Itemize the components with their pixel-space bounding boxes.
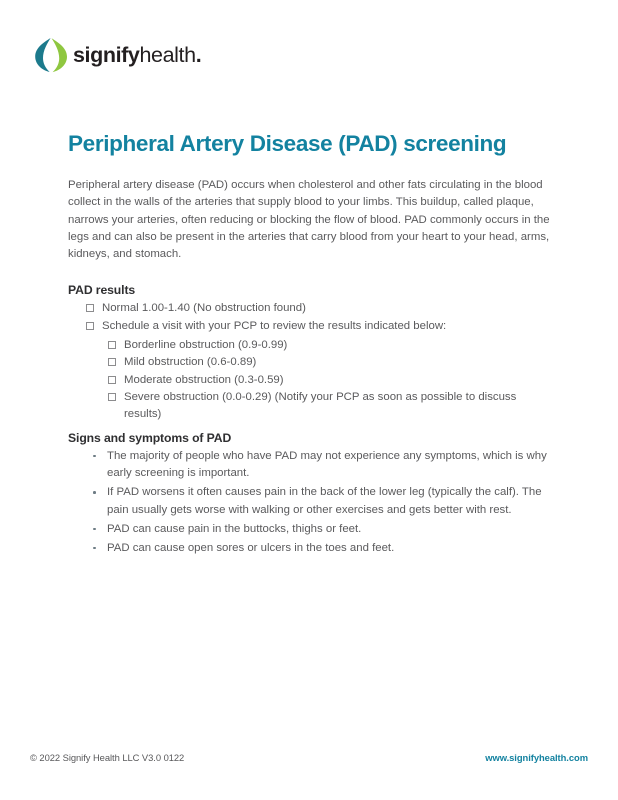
list-item-label: The majority of people who have PAD may not experience any symptoms, which is why early screening is important. [107,449,547,480]
list-item[interactable] [68,354,556,371]
wordmark-signify: signify [73,43,140,68]
website-link[interactable]: www.signifyhealth.com [485,752,588,763]
intro-paragraph: Peripheral artery disease (PAD) occurs when cholesterol and other fats circulating in the blood collect in the walls of the arteries that supply blood to your limbs. This buildup, called plaque, narrows your arteries, often reducing or blocking the flow of blood. PAD commonly occurs in the legs and can also be present in the arteries that carry blood from your heart to your head, arms, kidneys, and stomach. [68,179,550,261]
list-item [68,448,556,484]
pad-results-heading: PAD results [68,282,136,297]
list-item-label: Mild obstruction (0.6-0.89) [124,356,257,369]
brand-wordmark [73,43,201,67]
bullet-icon [93,455,96,458]
bullet-icon [93,491,96,494]
list-item[interactable] [68,372,556,389]
list-item[interactable] [68,300,556,318]
list-item[interactable] [68,318,556,336]
symptoms-list [68,448,556,558]
wordmark-dot: . [195,43,202,68]
pad-results-checklist [68,300,556,336]
list-item [68,484,556,520]
list-item[interactable] [68,389,556,424]
list-item-label: Normal 1.00-1.40 (No obstruction found) [102,301,306,314]
section-spacer [68,424,556,431]
wordmark-health: health [139,43,196,68]
list-item-label: PAD can cause open sores or ulcers in the toes and feet. [107,541,395,554]
list-item-label: PAD can cause pain in the buttocks, thighs or feet. [107,522,362,535]
checkbox-icon[interactable] [86,304,94,312]
list-item[interactable] [68,337,556,354]
list-item-label: Moderate obstruction (0.3-0.59) [124,373,284,386]
list-item [68,521,556,539]
document-content [68,130,556,558]
symptoms-heading: Signs and symptoms of PAD [68,430,232,445]
checkbox-icon[interactable] [108,341,116,349]
page-title: Peripheral Artery Disease (PAD) screening [68,131,507,156]
list-item-label: Severe obstruction (0.0-0.29) (Notify your PCP as soon as possible to discuss results) [124,390,517,421]
bullet-icon [93,547,96,550]
checkbox-icon[interactable] [108,393,116,401]
pad-results-sublist [68,337,556,424]
checkbox-icon[interactable] [108,376,116,384]
list-item [68,540,556,558]
brand-logo [34,36,201,74]
checkbox-icon[interactable] [108,358,116,366]
page-footer [30,752,588,763]
list-item-label: Schedule a visit with your PCP to review the results indicated below: [102,320,447,333]
list-item-label: Borderline obstruction (0.9-0.99) [124,338,288,351]
list-item-label: If PAD worsens it often causes pain in the back of the lower leg (typically the calf). The pain usually gets worse with walking or other exercises and gets better with rest. [107,486,542,516]
signify-health-flame-logo-icon [34,36,68,74]
copyright-text: © 2022 Signify Health LLC V3.0 0122 [30,752,185,763]
checkbox-icon[interactable] [86,322,94,330]
bullet-icon [93,528,96,531]
